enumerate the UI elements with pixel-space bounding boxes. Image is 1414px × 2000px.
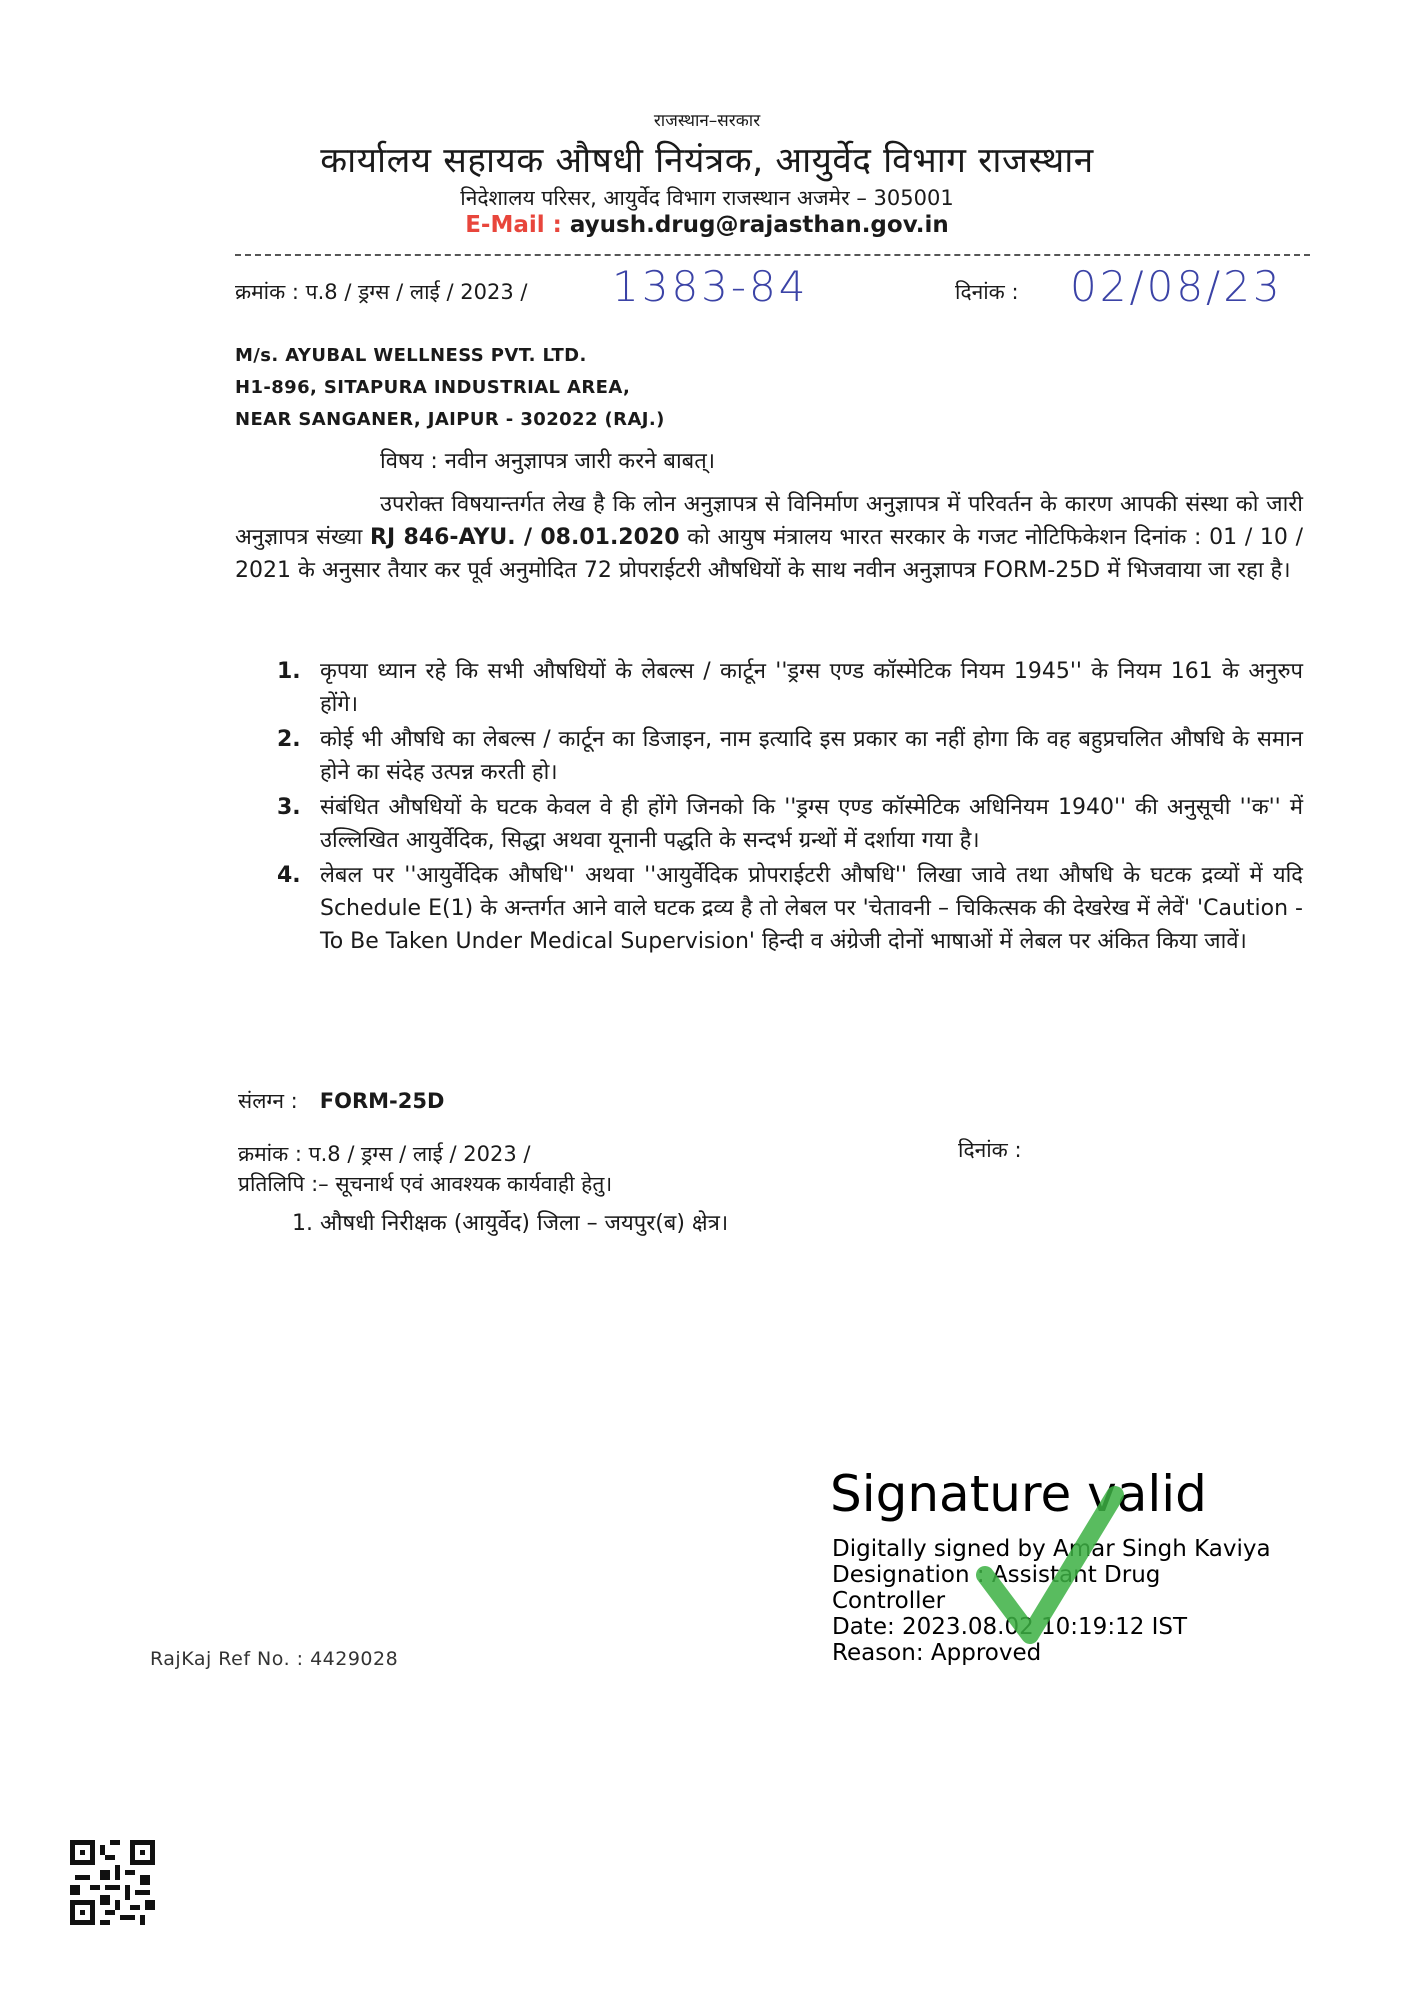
signature-signer: Digitally signed by Amar Singh Kaviya [832,1536,1271,1562]
copy-reference: क्रमांक : प.8 / ड्रग्स / लाई / 2023 / [238,1142,531,1166]
copy-item: 1. औषधी निरीक्षक (आयुर्वेद) जिला – जयपुर(ब) क्षेत्र। [292,1211,729,1236]
date-handwritten: 02/08/23 [1070,262,1283,311]
list-item: 1. कृपया ध्यान रहे कि सभी औषधियों के लेबल्स / कार्टून ''ड्रग्स एण्ड कॉस्मेटिक नियम 1945'' के नियम 161 के अनुरुप होंगे। [277,659,1303,717]
subject-line: विषय : नवीन अनुज्ञापत्र जारी करने बाबत्। [380,449,716,474]
office-email [0,212,1414,238]
body-text-1: उपरोक्त विषयान्तर्गत लेख है कि लोन अनुज्ञापत्र से विनिर्माण अनुज्ञापत्र में परिवर्तन के कारण आपकी संस्था को जारी अनुज्ञापत्र संख्या [235,492,1303,550]
signature-date: Date: 2023.08.02 10:19:12 IST [832,1614,1188,1640]
instruction-list [235,655,1303,960]
list-item: 4. लेबल पर ''आयुर्वेदिक औषधि'' अथवा ''आयुर्वेदिक प्रोपराईटरी औषधि'' लिखा जावे तथा औषधि के घटक द्रव्यों में यदि Schedule E(1) के अन्तर्गत आने वाले घटक द्रव्य है तो लेबल पर 'चेतावनी – चिकित्सक की देखरेख में लेवें' 'Caution - To Be Taken Under Medical Supervision' हिन्दी व अंग्रेजी दोनों भाषाओं में लेबल पर अंकित किया जावें। [277,863,1303,954]
qr-code-icon [70,1840,155,1925]
addressee-line2: H1-896, SITAPURA INDUSTRIAL AREA, [235,377,631,398]
addressee-name: M/s. AYUBAL WELLNESS PVT. LTD. [235,345,587,366]
header-divider [235,254,1310,256]
copy-line: प्रतिलिपि :– सूचनार्थ एवं आवश्यक कार्यवाही हेतु। [238,1172,613,1196]
email-address: ayush.drug@rajasthan.gov.in [569,212,949,238]
body-text-2: को आयुष मंत्रालय भारत सरकार के गजट नोटिफिकेशन दिनांक : 01 / 10 / 2021 के अनुसार तैयार कर पूर्व अनुमोदित 72 प्रोपराईटरी औषधियों के साथ नवीन अनुज्ञापत्र FORM-25D में भिजवाया जा रहा है। [235,525,1303,583]
enclosure [238,1087,444,1115]
signature-reason: Reason: Approved [832,1640,1042,1666]
checkmark-icon [975,1485,1125,1655]
reference-label: क्रमांक : प.8 / ड्रग्स / लाई / 2023 / [235,280,528,304]
signature-designation-cont: Controller [832,1588,946,1614]
signature-title: Signature valid [830,1465,1207,1523]
email-label: E-Mail : [465,212,562,238]
government-line: राजस्थान–सरकार [653,111,761,131]
reference-number-handwritten: 1383-84 [612,262,809,311]
copy-date-label: दिनांक : [958,1138,1022,1162]
office-address: निदेशालय परिसर, आयुर्वेद विभाग राजस्थान अजमेर – 305001 [460,186,954,210]
enclosure-value: FORM-25D [319,1089,445,1113]
rajkaj-reference: RajKaj Ref No. : 4429028 [150,1648,399,1670]
office-title: कार्यालय सहायक औषधी नियंत्रक, आयुर्वेद विभाग राजस्थान [320,141,1094,181]
signature-designation: Designation : Assistant Drug [832,1562,1161,1588]
addressee-block [235,340,665,436]
date-label: दिनांक : [955,280,1019,304]
enclosure-label: संलग्न : [238,1089,298,1113]
list-item: 2. कोई भी औषधि का लेबल्स / कार्टून का डिजाइन, नाम इत्यादि इस प्रकार का नहीं होगा कि वह बहुप्रचलित औषधि के समान होने का संदेह उत्पन्न करती हो। [277,727,1303,785]
list-item: 3. संबंधित औषधियों के घटक केवल वे ही होंगे जिनको कि ''ड्रग्स एण्ड कॉस्मेटिक अधिनियम 1940'' की अनुसूची ''क'' में उल्लिखित आयुर्वेदिक, सिद्धा अथवा यूनानी पद्धति के सन्दर्भ ग्रन्थों में दर्शाया गया है। [277,795,1303,853]
body-paragraph [235,488,1303,587]
addressee-line3: NEAR SANGANER, JAIPUR - 302022 (RAJ.) [235,409,665,430]
licence-number: RJ 846-AYU. / 08.01.2020 [370,525,680,550]
